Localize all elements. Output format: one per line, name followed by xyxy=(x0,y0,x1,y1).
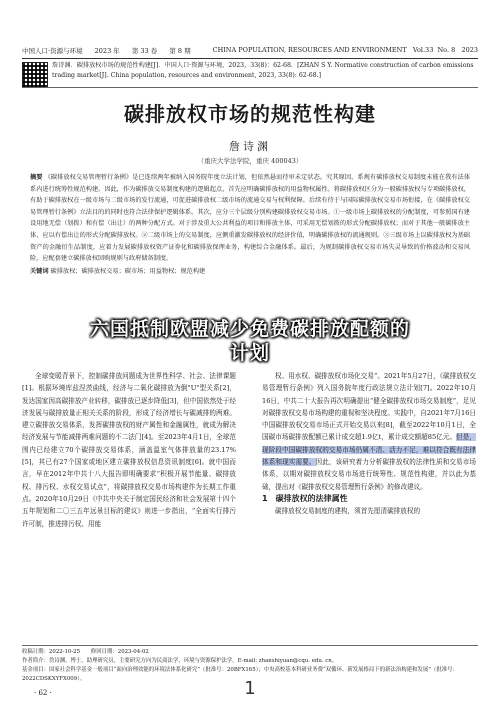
header-no-en: No. 8 xyxy=(437,46,456,54)
article-title: 碳排放权市场的规范性构建 xyxy=(124,102,376,126)
citation-block xyxy=(22,61,478,81)
body-text: 权、用水权、碳排放权市场化交易”。2021年5月27日，《碳排放权交易管理暂行条例》列入国务院年度行政法规立法计划[7]。2022年10月16日，中共二十大报告再次明确提出“健全碳排放权市场交易制度”，足见对碳排放权交易市场构建的重视和坚决程度。实践中，自2021年7月16日中国碳排放权交易市场正式开始交易以来[8]，截至2022年10月1日，全国碳市场碳排放配额已累计成交超1.9亿t，累计成交额超85亿元。 xyxy=(262,372,476,442)
citation-rule xyxy=(22,87,478,88)
abstract-text: 《碳排放权交易管理暂行条例》是已连续两年被纳入国务院年度立法计划，但依然悬而待审未定状态。究其原因，系规有碳排放权交易制度未能在我有法体系内进行统筹性规范构建。因此，作为碳排放交易制度构建的逻辑起点，首先应明确碳排放权的用益物权属性。将碳排放权区分为一般碳排放权与专项碳排放权，有助于碳排放权在一级市场与二级市场的发行流通，可促进碳排放权二级市场的流通交易与权利保障。后续有待于与国际碳排放权交易市场衔接，在《碳排放权交易管理暂行条例》立法目的的同时也符合法律保护逻辑体系。其次，应分三个层级分别构建碳排放权交易市场。①一级市场上碳排放权的分配制度，可参照国有建设用地无偿（划拨）和有偿（出让）的两种分配方式。对于涉及重大公共利益的项目和排放主体，可采用无偿划拨的形式分配碳排放权；而对于其他一般碳排放主体，应以有偿出让的形式分配碳排放权。②二级市场上的交易制度，应侧重激发碳排放权的经济价值，明确碳排放权的流通规则。③三级市场上以碳排放权为基础资产的金融衍生品制度，应着力发展碳排放权资产证券化和碳排放保理业务，构建综合金融体系。最后，为规制碳排放权交易市场失灵导致的价格波动和交易风险，应配套建立碳排放权回购规则与政府储备制度。 xyxy=(30,174,471,263)
overlay-headline-line2: 计划 xyxy=(229,342,270,364)
bottom-marker: 1 xyxy=(244,678,256,699)
body-column-left xyxy=(22,370,236,530)
highlighted-text[interactable]: 但是，现阶段中国碳排放权的交易市场仍属不清、活力不足，难以符合既有法律体系和现实需要。 xyxy=(262,433,477,467)
abstract-block xyxy=(30,172,470,277)
keywords-label: 关键词 xyxy=(30,267,49,275)
header-year: 2023 年 xyxy=(94,46,120,55)
section-heading: 1 碳排放权的法律属性 xyxy=(262,493,348,503)
body-paragraph: 碳排放权交易制度的建构，须首先厘清碳排放权的 xyxy=(275,507,421,516)
overlay-headline xyxy=(0,317,500,365)
received-date: 收稿日期：2022-10-25 修回日期：2023-04-02 xyxy=(22,649,149,655)
header-volume: 第 33 卷 xyxy=(131,46,158,55)
header-vol-en: Vol.33 xyxy=(412,46,434,54)
article-author: 詹诗渊 xyxy=(229,140,271,153)
author-affiliation: （重庆大学法学院，重庆 400043） xyxy=(197,157,303,165)
abstract-label: 摘要 xyxy=(30,174,43,181)
citation-text: 詹诗渊．碳排放权市场的规范性构建[J]．中国人口·资源与环境，2023，33(8)：62-68．[ZHAN S Y. Normative construction of carbon emissions trading market[J]. China population, resources and environment, 2023, 33(8): 62-68.] xyxy=(52,62,474,79)
overlay-headline-line1: 六国抵制欧盟减少免费碳排放配额的 xyxy=(89,318,410,340)
running-header xyxy=(22,44,478,56)
keywords-text: 碳排放权；碳排放权交易；碳市场；用益物权；规范构建 xyxy=(50,267,206,275)
keywords-line xyxy=(30,266,470,278)
header-year-en: 2023 xyxy=(461,46,478,54)
running-header-right xyxy=(213,46,478,54)
running-header-left xyxy=(22,46,201,55)
body-paragraph xyxy=(262,370,476,493)
body-paragraph: 全球变暖背景下，控制碳排放问题成为世界性科学、社会、法律课题[1]。根据环境库兹涅茨曲线，经济与二氧化碳排放为倒"U"型关系[2]，发达国家因高碳排放产业转移，碳排放已逐步降低[3]，但中国依然处于经济发展与碳排放量正相关关系的阶段，形成了经济增长与碳减排的两难。建立碳排放交易体系，发挥碳排放权的财产属性和金融属性，就成为解决经济发展与节能减排两难问题的不二法门[4]。至2023年4月1日，全球范围内已经建立70个碳排放交易体系，涵盖温室气体排放量的23.17%[5]，其已有27个国家或地区建立碳排放权信息资讯制度[6]。就中国而言，早在2012年中共十八大报告即明确要求“积极开展节能量、碳排放权、排污权、水权交易试点”，将碳排放权交易市场构建作为长期工作重点。2020年10月29日《中共中央关于制定国民经济和社会发展第十四个五年规划和二〇三五年远景目标的建议》则进一步指出，“全面实行排污许可制，推进排污权、用能 xyxy=(22,372,236,528)
qr-code-icon[interactable] xyxy=(22,62,48,88)
body-column-right xyxy=(262,370,476,518)
fund-info: 基金项目：国家社会科学基金一般项目“面向治理效能的环境法体系化研究”（批准号：20BFX165）；中央高校基本科研业务费“双循环、新发展格局下的新法治构建和发展”（批准号：2022CDSKXYFX009）。 xyxy=(22,667,458,682)
footnote-rule xyxy=(22,645,478,646)
journal-name-cn: 中国人口·资源与环境 xyxy=(22,46,83,55)
header-issue: 第 8 期 xyxy=(169,46,191,55)
header-rule xyxy=(22,58,478,59)
body-text: 因此，该研究着力分析碳排放权的法律性质和交易市场体系，以期对碳排放权交易市场进行统筹性、规范性构建，并以此为基础，提出对《碳排放权交易管理暂行条例》的修改建议。 xyxy=(262,458,477,491)
page-number: · 62 · xyxy=(34,689,52,697)
author-info: 作者简介：詹诗渊，博士，助理研究员，主要研究方向为民商法学、环境与资源保护法学。E-mail: zhanshiyuan@cqu. edu. cn。 xyxy=(22,658,338,664)
journal-name-en: CHINA POPULATION, RESOURCES AND ENVIRONMENT xyxy=(212,46,407,54)
